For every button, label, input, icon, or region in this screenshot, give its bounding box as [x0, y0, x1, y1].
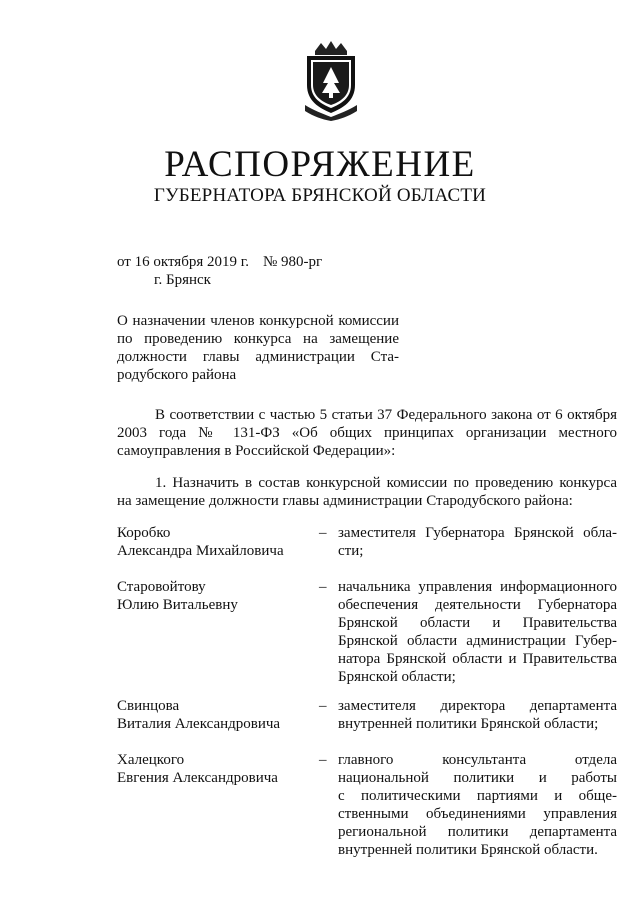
subject-line: О назначении членов конкурсной комиссии [117, 313, 399, 329]
point-1-line: на замещение должности главы администрации Стародубского района: [117, 493, 573, 509]
subject-line: по проведению конкурса на замещение [117, 331, 399, 347]
member-position: главного консультанта отдела национальной политики и работы с политическими партиями и обще- ственными объединениями управления региональной политики департамента внутренней политики Брянской области. [338, 752, 617, 858]
dash-separator: – [319, 698, 327, 714]
document-city: г. Брянск [154, 272, 211, 288]
dash-separator: – [319, 525, 327, 541]
document-date: от 16 октября 2019 г. [117, 254, 249, 270]
preamble-line: самоуправления в Российской Федерации»: [117, 443, 396, 459]
member-position: заместителя Губернатора Брянской обла- сти; [338, 525, 617, 559]
member-name: Старовойтову Юлию Витальевну [117, 579, 238, 613]
member-position: заместителя директора департамента внутренней политики Брянской области; [338, 698, 617, 732]
preamble-line: 2003 года № 131-ФЗ «Об общих принципах организации местного [117, 425, 617, 441]
member-position: начальника управления информационного обеспечения деятельности Губернатора Брянской области и Правительства Брянской области администрации Губер- натора Брянской области и Правительства Брянской области; [338, 579, 617, 685]
document-title: РАСПОРЯЖЕНИЕ [164, 144, 476, 185]
subject-line: должности главы администрации Ста- [117, 349, 399, 365]
document-number: № 980-рг [262, 254, 323, 270]
dash-separator: – [319, 579, 327, 595]
member-name: Свинцова Виталия Александровича [117, 698, 281, 732]
member-name: Халецкого Евгения Александровича [117, 752, 278, 786]
coat-of-arms-emblem [301, 41, 361, 121]
document-subject [117, 312, 399, 384]
preamble-paragraph [117, 406, 617, 460]
document-date-line [117, 253, 322, 271]
dash-separator: – [319, 752, 327, 768]
point-1-line: 1. Назначить в состав конкурсной комиссии по проведению конкурса [155, 475, 617, 491]
point-1-paragraph [117, 474, 617, 510]
preamble-line: В соответствии с частью 5 статьи 37 Федерального закона от 6 октября [155, 407, 617, 423]
subject-line: родубского района [117, 367, 237, 383]
member-name: Коробко Александра Михайловича [117, 525, 284, 559]
document-subtitle: ГУБЕРНАТОРА БРЯНСКОЙ ОБЛАСТИ [153, 185, 487, 206]
